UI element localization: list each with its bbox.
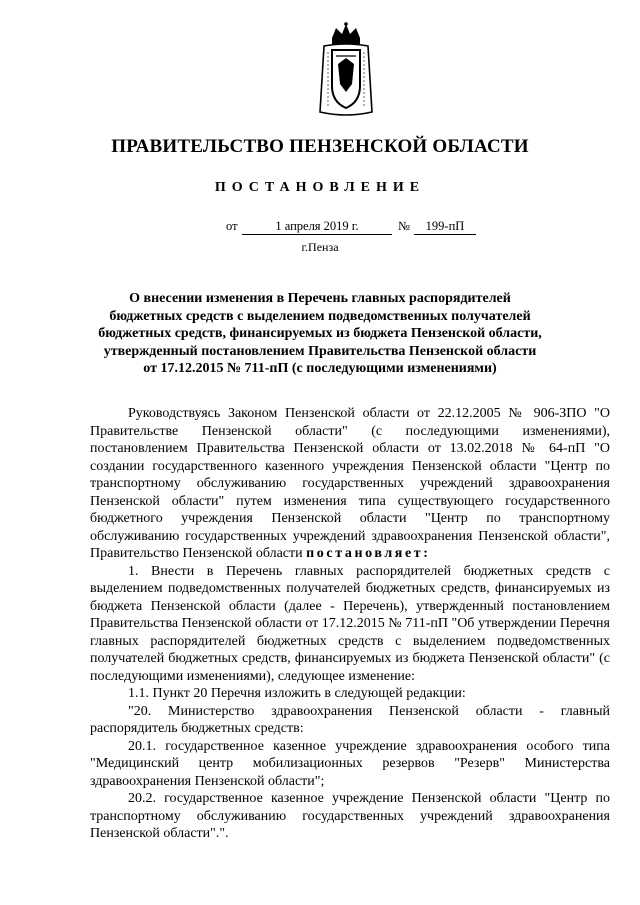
paragraph: 1. Внести в Перечень главных распорядителей бюджетных средств с выделением подведомственных получателей бюджетных средств, финансируемых из бюджета Пензенской области (далее - Перечень), утвержденный постановлением Правительства Пензенской области от 17.12.2015 № 711-пП "Об утверждении Перечня главных распорядителей бюджетных средств с выделением подведомственных получателей бюджетных средств, финансируемых из бюджета Пензенской области" (с последующими изменениями), следующее изменение: bbox=[90, 563, 610, 684]
title-line: бюджетных средств, финансируемых из бюджета Пензенской области, bbox=[98, 326, 542, 342]
organization-name: ПРАВИТЕЛЬСТВО ПЕНЗЕНСКОЙ ОБЛАСТИ bbox=[111, 136, 529, 157]
number-prefix: № bbox=[398, 219, 410, 233]
document-type: ПОСТАНОВЛЕНИЕ bbox=[214, 180, 426, 195]
date-value: 1 апреля 2019 г. bbox=[242, 219, 392, 235]
paragraph: "20. Министерство здравоохранения Пензенской области - главный распорядитель бюджетных средств: bbox=[90, 703, 610, 736]
title-line: бюджетных средств с выделением подведомственных получателей bbox=[109, 308, 531, 324]
paragraph: 20.2. государственное казенное учреждение Пензенской области "Центр по транспортному обслуживанию государственных учреждений здравоохранения Пензенской области".". bbox=[90, 791, 610, 841]
paragraph-text: Руководствуясь Законом Пензенской области от 22.12.2005 № 906-ЗПО "О Правительстве Пензенской области" (с последующими изменениями), постановлением Правительства Пензенской области от 13.02.2018 № 64-пП "О создании государственного казенного учреждения Пензенской области "Центр по транспортному обслуживанию государственных учреждений здравоохранения Пензенской области" путем изменения типа существующего государственного бюджетного учреждения Пензенской области "Центр по транспортному обслуживанию государственных учреждений здравоохранения Пензенской области", Правительство Пензенской области bbox=[90, 406, 610, 561]
city: г.Пенза bbox=[301, 240, 339, 254]
resolution-word: постановляет: bbox=[306, 546, 431, 561]
title-line: от 17.12.2015 № 711-пП (с последующими изменениями) bbox=[143, 361, 497, 377]
number-value: 199-пП bbox=[414, 219, 476, 235]
title-line: О внесении изменения в Перечень главных распорядителей bbox=[129, 291, 511, 306]
date-prefix: от bbox=[226, 219, 238, 233]
paragraph bbox=[90, 405, 610, 563]
document-title bbox=[85, 290, 555, 378]
title-line: утвержденный постановлением Правительства Пензенской области bbox=[103, 343, 537, 359]
coat-of-arms-icon bbox=[318, 22, 374, 118]
paragraph: 20.1. государственное казенное учреждение здравоохранения особого типа "Медицинский центр мобилизационных резервов "Резерв" Министерства здравоохранения Пензенской области"; bbox=[90, 738, 610, 789]
document-body bbox=[90, 405, 610, 843]
paragraph: 1.1. Пункт 20 Перечня изложить в следующей редакции: bbox=[128, 686, 466, 701]
